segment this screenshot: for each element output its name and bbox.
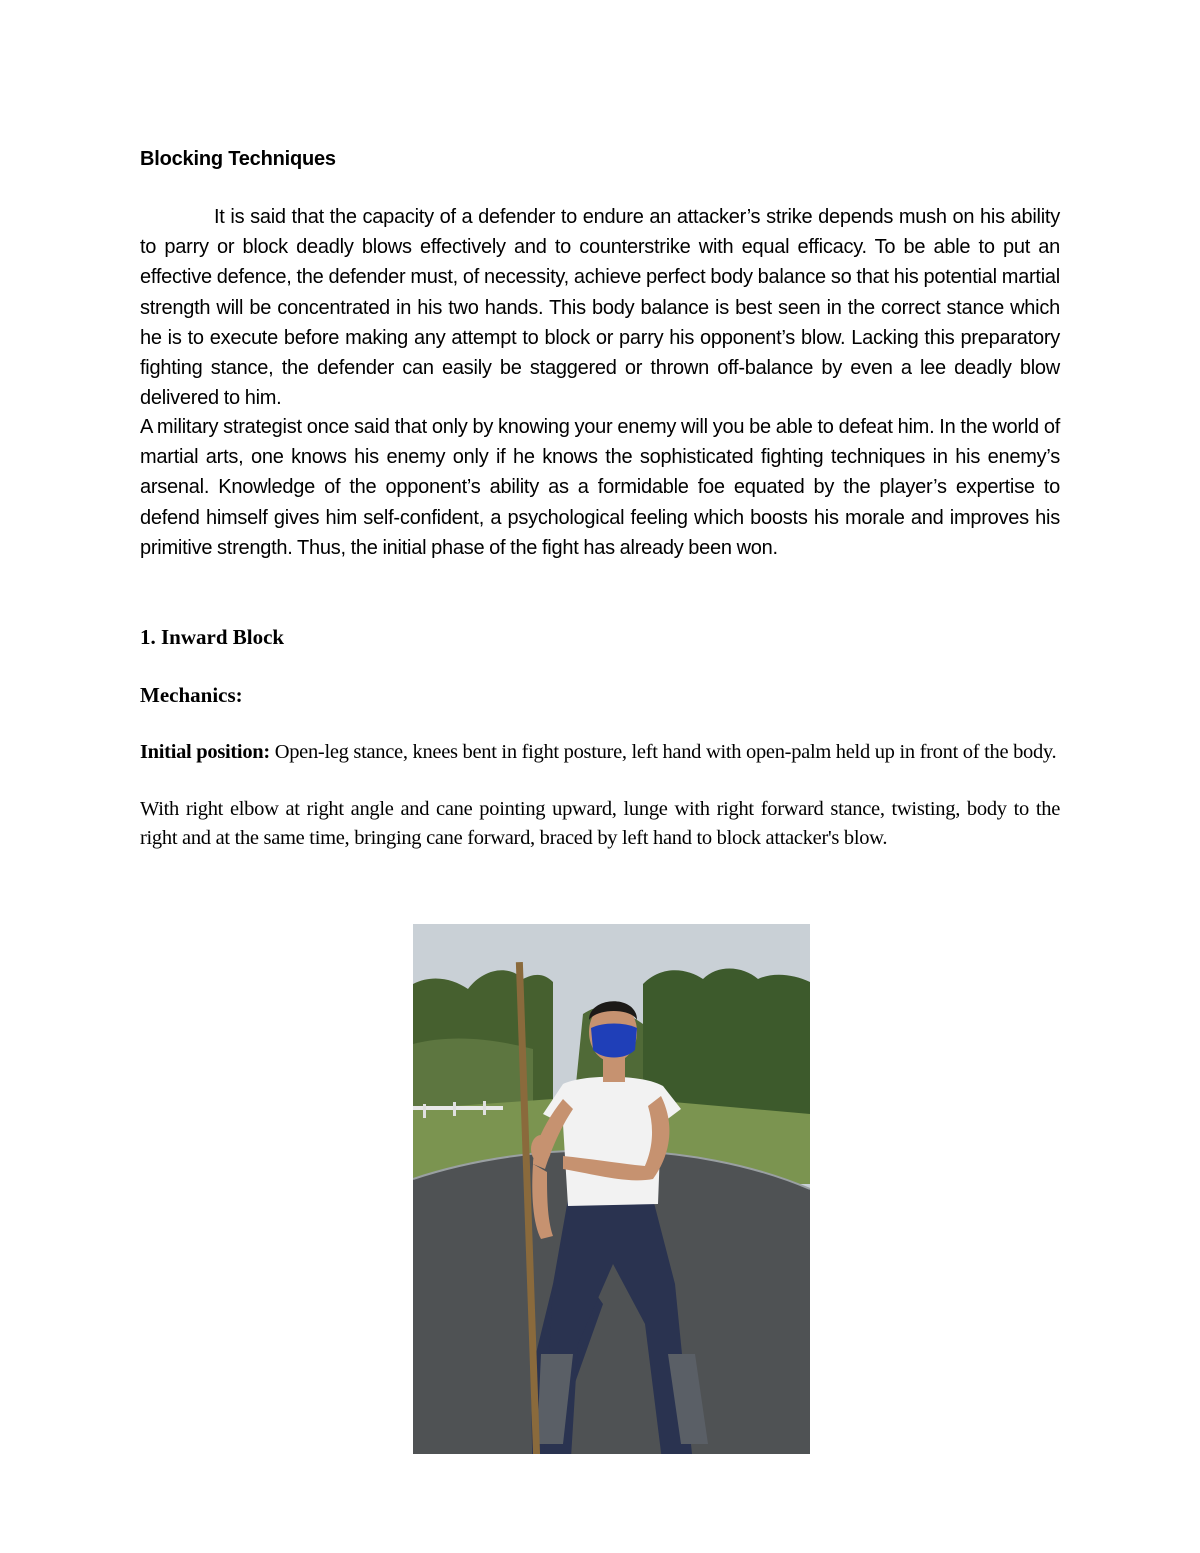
- initial-position-label: Initial position:: [140, 741, 270, 763]
- intro-paragraph: It is said that the capacity of a defender to endure an attacker’s strike depends mush on his ability to parry or block deadly blows effectively and to counterstrike with equal efficacy. To be able to put an effective defence, the defender must, of necessity, achieve perfect body balance so that his potential martial strength will be concentrated in his two hands. This body balance is best seen in the correct stance which he is to execute before making any attempt to block or parry his opponent’s blow. Lacking this preparatory fighting stance, the defender can easily be staggered or thrown off-balance by even a lee deadly blow delivered to him.: [140, 206, 1060, 410]
- mechanics-label: Mechanics:: [140, 683, 243, 707]
- instruction-paragraph: With right elbow at right angle and cane pointing upward, lunge with right forward stance, twisting, body to the right and at the same time, bringing cane forward, braced by left hand to block attacker's blow.: [140, 798, 1060, 849]
- stance-photo: [413, 924, 810, 1454]
- strategy-paragraph: A military strategist once said that only by knowing your enemy will you be able to defeat him. In the world of martial arts, one knows his enemy only if he knows the sophisticated fighting techniques in his enemy’s arsenal. Knowledge of the opponent’s ability as a formidable foe equated by the player’s expertise to defend himself gives him self-confident, a psychological feeling which boosts his morale and improves his primitive strength. Thus, the initial phase of the fight has already been won.: [140, 416, 1060, 559]
- section-heading: 1. Inward Block: [140, 625, 285, 649]
- photo-mask: [591, 1024, 637, 1058]
- initial-position-text: Open-leg stance, knees bent in fight posture, left hand with open-palm held up in front of the body.: [269, 741, 1057, 763]
- initial-position-paragraph: [140, 738, 1060, 767]
- page-title: Blocking Techniques: [140, 148, 336, 170]
